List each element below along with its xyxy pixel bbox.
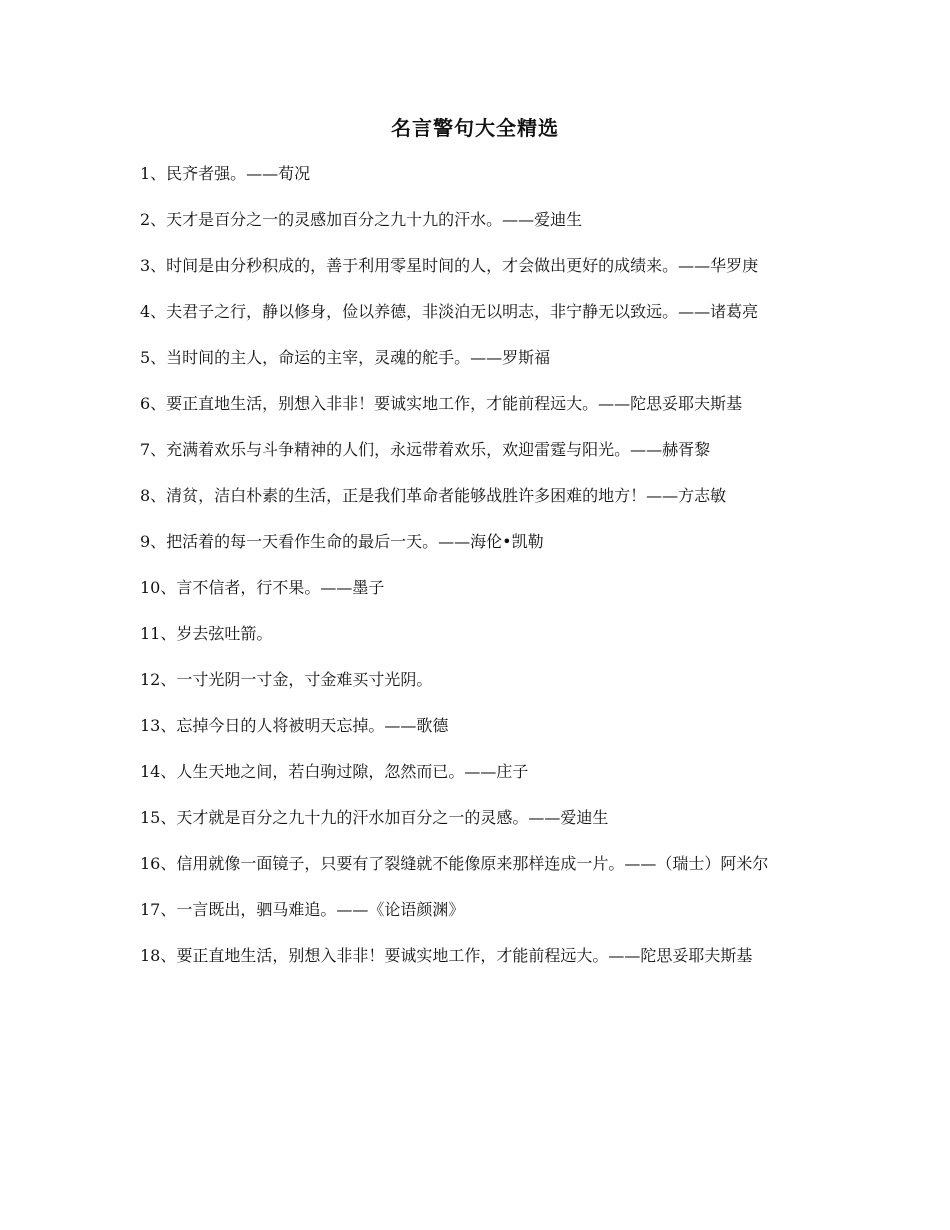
quote-item: 2、天才是百分之一的灵感加百分之九十九的汗水。——爱迪生 xyxy=(140,210,583,229)
quote-item: 3、时间是由分秒积成的，善于利用零星时间的人，才会做出更好的成绩来。——华罗庚 xyxy=(140,256,759,275)
quote-list xyxy=(140,161,812,989)
quote-item: 15、天才就是百分之九十九的汗水加百分之一的灵感。——爱迪生 xyxy=(140,808,609,827)
quote-item: 14、人生天地之间，若白驹过隙，忽然而已。——庄子 xyxy=(140,762,529,781)
quote-item: 18、要正直地生活，别想入非非！要诚实地工作，才能前程远大。——陀思妥耶夫斯基 xyxy=(140,946,753,965)
quote-item: 17、一言既出，驷马难追。——《论语颜渊》 xyxy=(140,900,465,919)
page-title: 名言警句大全精选 xyxy=(391,116,559,140)
quote-item: 5、当时间的主人，命运的主宰，灵魂的舵手。——罗斯福 xyxy=(140,348,551,367)
quote-item: 10、言不信者，行不果。——墨子 xyxy=(140,578,385,597)
quote-item: 11、岁去弦吐箭。 xyxy=(140,624,273,643)
quote-item: 8、清贫，洁白朴素的生活，正是我们革命者能够战胜许多困难的地方！——方志敏 xyxy=(140,486,727,505)
quote-item: 1、民齐者强。——荀况 xyxy=(140,164,311,183)
quote-item: 9、把活着的每一天看作生命的最后一天。——海伦•凯勒 xyxy=(140,532,544,551)
quote-item: 7、充满着欢乐与斗争精神的人们，永远带着欢乐，欢迎雷霆与阳光。——赫胥黎 xyxy=(140,440,711,459)
quote-item: 16、信用就像一面镜子，只要有了裂缝就不能像原来那样连成一片。——（瑞士）阿米尔 xyxy=(140,854,769,873)
quote-item: 6、要正直地生活，别想入非非！要诚实地工作，才能前程远大。——陀思妥耶夫斯基 xyxy=(140,394,743,413)
quote-item: 4、夫君子之行，静以修身，俭以养德，非淡泊无以明志，非宁静无以致远。——诸葛亮 xyxy=(140,302,759,321)
quote-item: 13、忘掉今日的人将被明天忘掉。——歌德 xyxy=(140,716,449,735)
quote-item: 12、一寸光阴一寸金，寸金难买寸光阴。 xyxy=(140,670,433,689)
